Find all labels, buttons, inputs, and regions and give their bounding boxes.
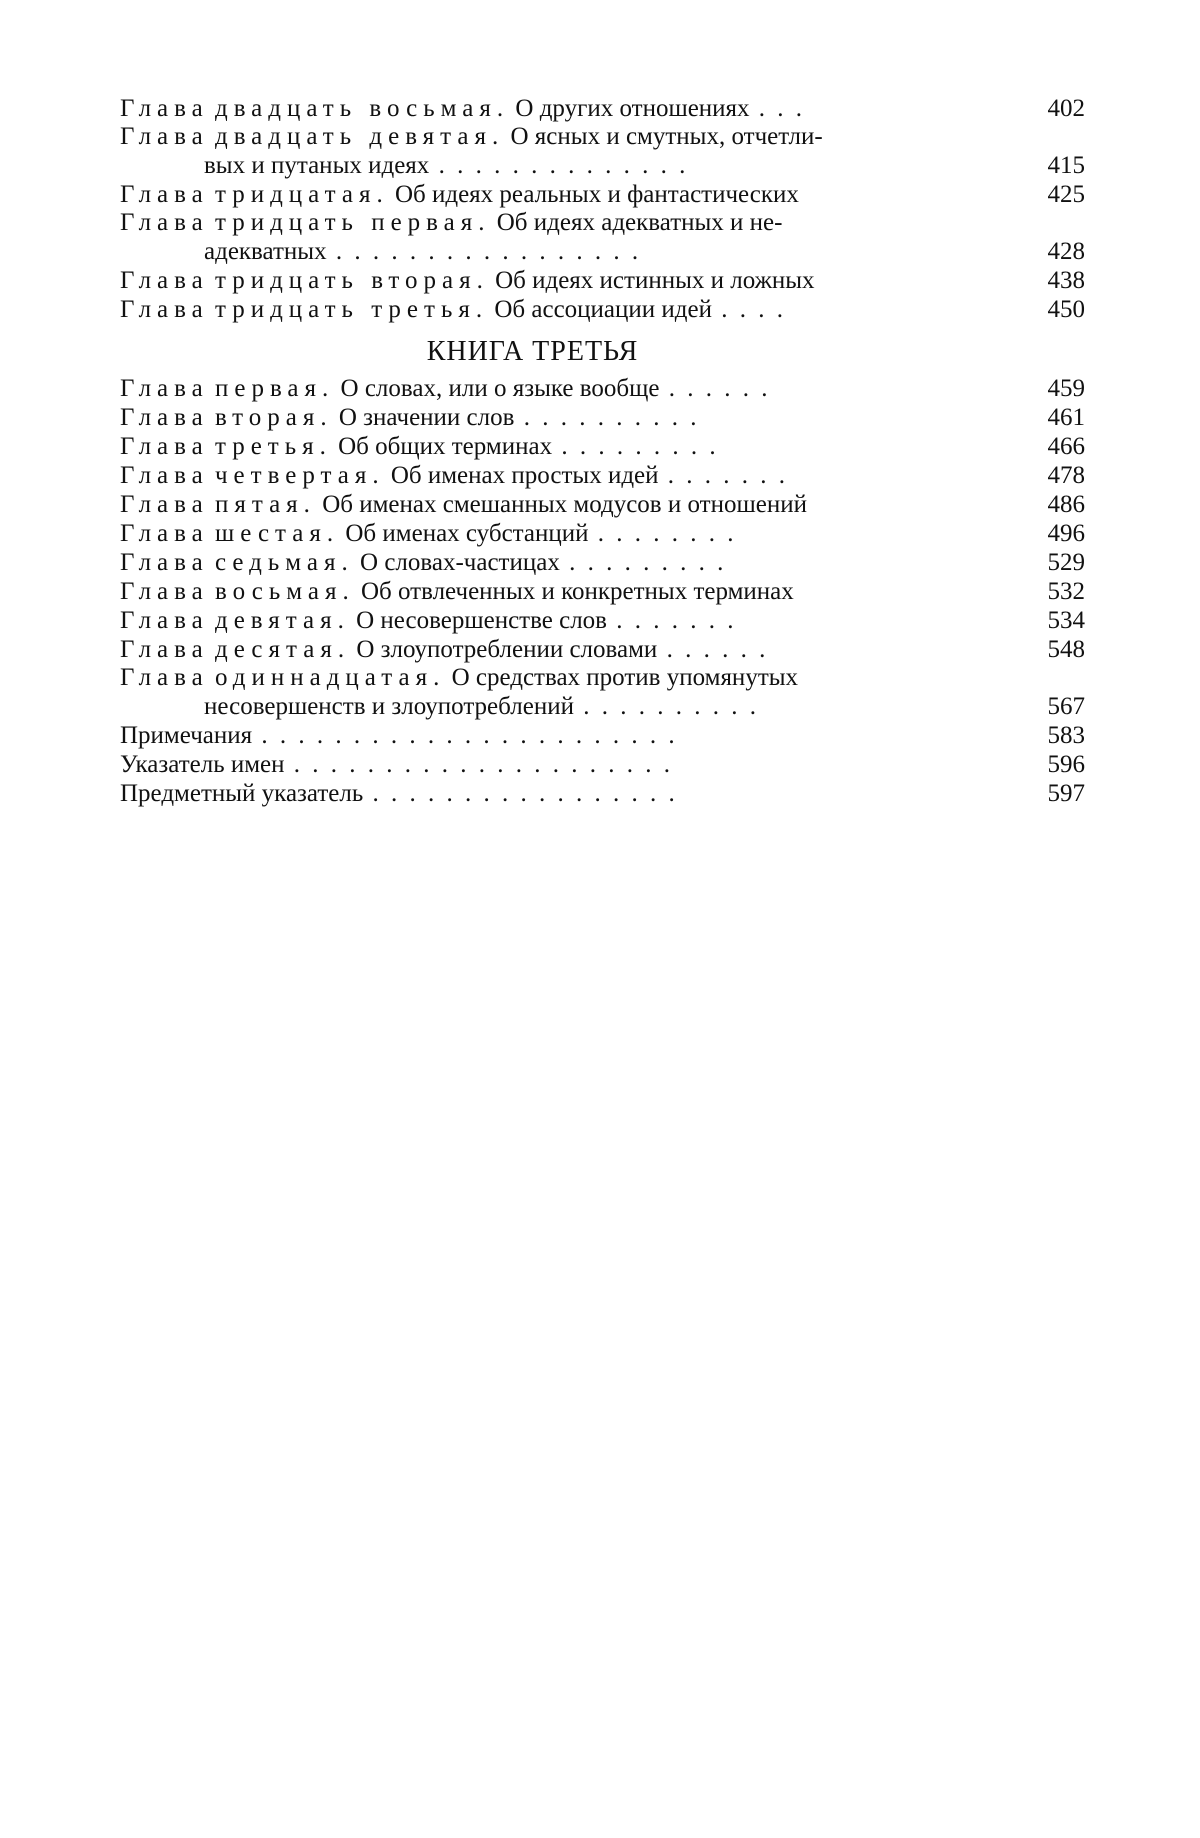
- page-number: 567: [1047, 693, 1085, 720]
- toc-entry-continuation: [120, 692, 1085, 721]
- toc-entry: [120, 374, 1085, 403]
- toc-entry: [120, 432, 1085, 461]
- chapter-prefix: Глава: [120, 578, 209, 605]
- chapter-prefix: Глава: [120, 520, 209, 547]
- chapter-prefix: Глава: [120, 123, 209, 150]
- chapter-prefix: Глава: [120, 209, 209, 236]
- toc-entry: [120, 209, 1085, 237]
- chapter-title: О злоупотреблении словами: [350, 636, 658, 663]
- chapter-ordinal: восьмая.: [214, 578, 355, 605]
- chapter-ordinal: тридцать первая.: [214, 209, 491, 236]
- page-number: 466: [1047, 433, 1085, 460]
- chapter-title: Об идеях адекватных и не-: [490, 209, 783, 236]
- leader-dots: . . .: [749, 95, 806, 122]
- toc-entry: [120, 635, 1085, 664]
- leader-dots: . . . . . . . . .: [552, 433, 719, 460]
- chapter-prefix: Глава: [120, 181, 209, 208]
- leader-dots: . . . . . . .: [658, 462, 789, 489]
- page-number: 596: [1047, 751, 1085, 778]
- chapter-title: О средствах против упомянутых: [445, 664, 799, 691]
- leader-dots: . . . . . . . . . . . . . . . . . . . . .: [284, 751, 674, 778]
- chapter-title: Об именах смешанных модусов и отношений: [315, 491, 807, 518]
- page-number: 438: [1047, 267, 1085, 294]
- chapter-ordinal: десятая.: [214, 636, 351, 663]
- chapter-ordinal: первая.: [214, 375, 335, 402]
- leader-dots: . . . . . . . . . .: [573, 693, 759, 720]
- toc-entry: [120, 403, 1085, 432]
- chapter-prefix: Глава: [120, 607, 209, 634]
- chapter-ordinal: вторая.: [214, 404, 333, 431]
- book-heading: КНИГА ТРЕТЬЯ: [426, 336, 639, 367]
- chapter-title: Об именах простых идей: [384, 462, 659, 489]
- leader-dots: . . . . . . . . . . . . . . . . .: [326, 238, 642, 265]
- chapter-ordinal: седьмая.: [214, 549, 354, 576]
- chapter-prefix: Глава: [120, 433, 209, 460]
- page-number: 548: [1047, 636, 1085, 663]
- toc-entry: [120, 94, 1085, 123]
- leader-dots: . . . . . .: [657, 636, 769, 663]
- page-number: 478: [1047, 462, 1085, 489]
- toc-entry-continuation: [120, 151, 1085, 180]
- leader-dots: . . . . . . . . . . . . . . . . . . . . . . .: [252, 722, 678, 749]
- leader-dots: . . . . . . . . . . . . . . . . .: [363, 780, 678, 807]
- chapter-title: Об идеях реальных и фантастических: [388, 181, 799, 208]
- page-number: 459: [1047, 375, 1085, 402]
- chapter-title: Об именах субстанций: [339, 520, 589, 547]
- page-number: 532: [1047, 578, 1085, 605]
- chapter-ordinal: четвертая.: [214, 462, 385, 489]
- chapter-ordinal: тридцать третья.: [214, 296, 489, 323]
- toc-entry: [120, 295, 1085, 324]
- toc-entry: [120, 490, 1085, 519]
- page-number: 486: [1047, 491, 1085, 518]
- chapter-ordinal: пятая.: [214, 491, 316, 518]
- leader-dots: . . . . . . . . . . . . . .: [429, 152, 689, 179]
- toc-entry: [120, 266, 1085, 295]
- page-number: 450: [1047, 296, 1085, 323]
- leader-dots: . . . . . . .: [606, 607, 737, 634]
- chapter-prefix: Глава: [120, 549, 209, 576]
- appendix-title: Примечания: [120, 722, 253, 749]
- chapter-prefix: Глава: [120, 95, 209, 122]
- toc-entry-continuation: [120, 237, 1085, 266]
- page-number: 461: [1047, 404, 1085, 431]
- chapter-title: Об ассоциации идей: [488, 296, 712, 323]
- chapter-title: О значении слов: [332, 404, 515, 431]
- appendix-title: Предметный указатель: [120, 780, 364, 807]
- toc-entry-appendix: [120, 721, 1085, 750]
- chapter-prefix: Глава: [120, 462, 209, 489]
- chapter-ordinal: третья.: [214, 433, 332, 460]
- chapter-ordinal: девятая.: [214, 607, 350, 634]
- page-number: 534: [1047, 607, 1085, 634]
- chapter-ordinal: двадцать девятая.: [214, 123, 505, 150]
- chapter-title-continuation: несовершенств и злоупотреблений: [204, 693, 574, 720]
- chapter-prefix: Глава: [120, 296, 209, 323]
- chapter-ordinal: одиннадцатая.: [214, 664, 446, 691]
- chapter-title-continuation: адекватных: [204, 238, 327, 265]
- leader-dots: . . . . . . . . . .: [514, 404, 700, 431]
- page-number: 597: [1047, 780, 1085, 807]
- leader-dots: . . . . . . . . .: [559, 549, 727, 576]
- chapter-title: О словах, или о языке вообще: [334, 375, 660, 402]
- toc-entry-appendix: [120, 779, 1085, 808]
- chapter-prefix: Глава: [120, 491, 209, 518]
- page-number: 425: [1047, 181, 1085, 208]
- toc-entry: [120, 461, 1085, 490]
- chapter-prefix: Глава: [120, 267, 209, 294]
- chapter-ordinal: шестая.: [214, 520, 340, 547]
- chapter-prefix: Глава: [120, 636, 209, 663]
- chapter-title: О несовершенстве слов: [349, 607, 607, 634]
- chapter-prefix: Глава: [120, 404, 209, 431]
- toc-entry-appendix: [120, 750, 1085, 779]
- chapter-title: Об отвлеченных и конкретных терминах: [354, 578, 794, 605]
- toc-entry: [120, 664, 1085, 692]
- chapter-title: О словах-частицах: [353, 549, 560, 576]
- chapter-title: О других отношениях: [509, 95, 750, 122]
- table-of-contents: [120, 94, 1085, 808]
- page-number: 428: [1047, 238, 1085, 265]
- chapter-ordinal: тридцатая.: [214, 181, 389, 208]
- leader-dots: . . . . . . . .: [588, 520, 737, 547]
- page-number: 496: [1047, 520, 1085, 547]
- toc-entry: [120, 606, 1085, 635]
- page-number: 415: [1047, 152, 1085, 179]
- toc-entry: [120, 123, 1085, 151]
- leader-dots: . . . . . .: [659, 375, 771, 402]
- toc-entry: [120, 180, 1085, 209]
- toc-entry: [120, 519, 1085, 548]
- chapter-ordinal: тридцать вторая.: [214, 267, 489, 294]
- leader-dots: . . . .: [712, 296, 786, 323]
- chapter-title: Об общих терминах: [331, 433, 553, 460]
- page-number: 529: [1047, 549, 1085, 576]
- chapter-title: Об идеях истинных и ложных: [488, 267, 815, 294]
- page-number: 402: [1047, 95, 1085, 122]
- chapter-title-continuation: вых и путаных идеях: [204, 152, 430, 179]
- page-number: 583: [1047, 722, 1085, 749]
- chapter-prefix: Глава: [120, 664, 209, 691]
- appendix-title: Указатель имен: [120, 751, 285, 778]
- toc-entry: [120, 548, 1085, 577]
- chapter-title: О ясных и смутных, отчетли-: [504, 123, 823, 150]
- chapter-ordinal: двадцать восьмая.: [214, 95, 510, 122]
- chapter-prefix: Глава: [120, 375, 209, 402]
- toc-entry: [120, 577, 1085, 606]
